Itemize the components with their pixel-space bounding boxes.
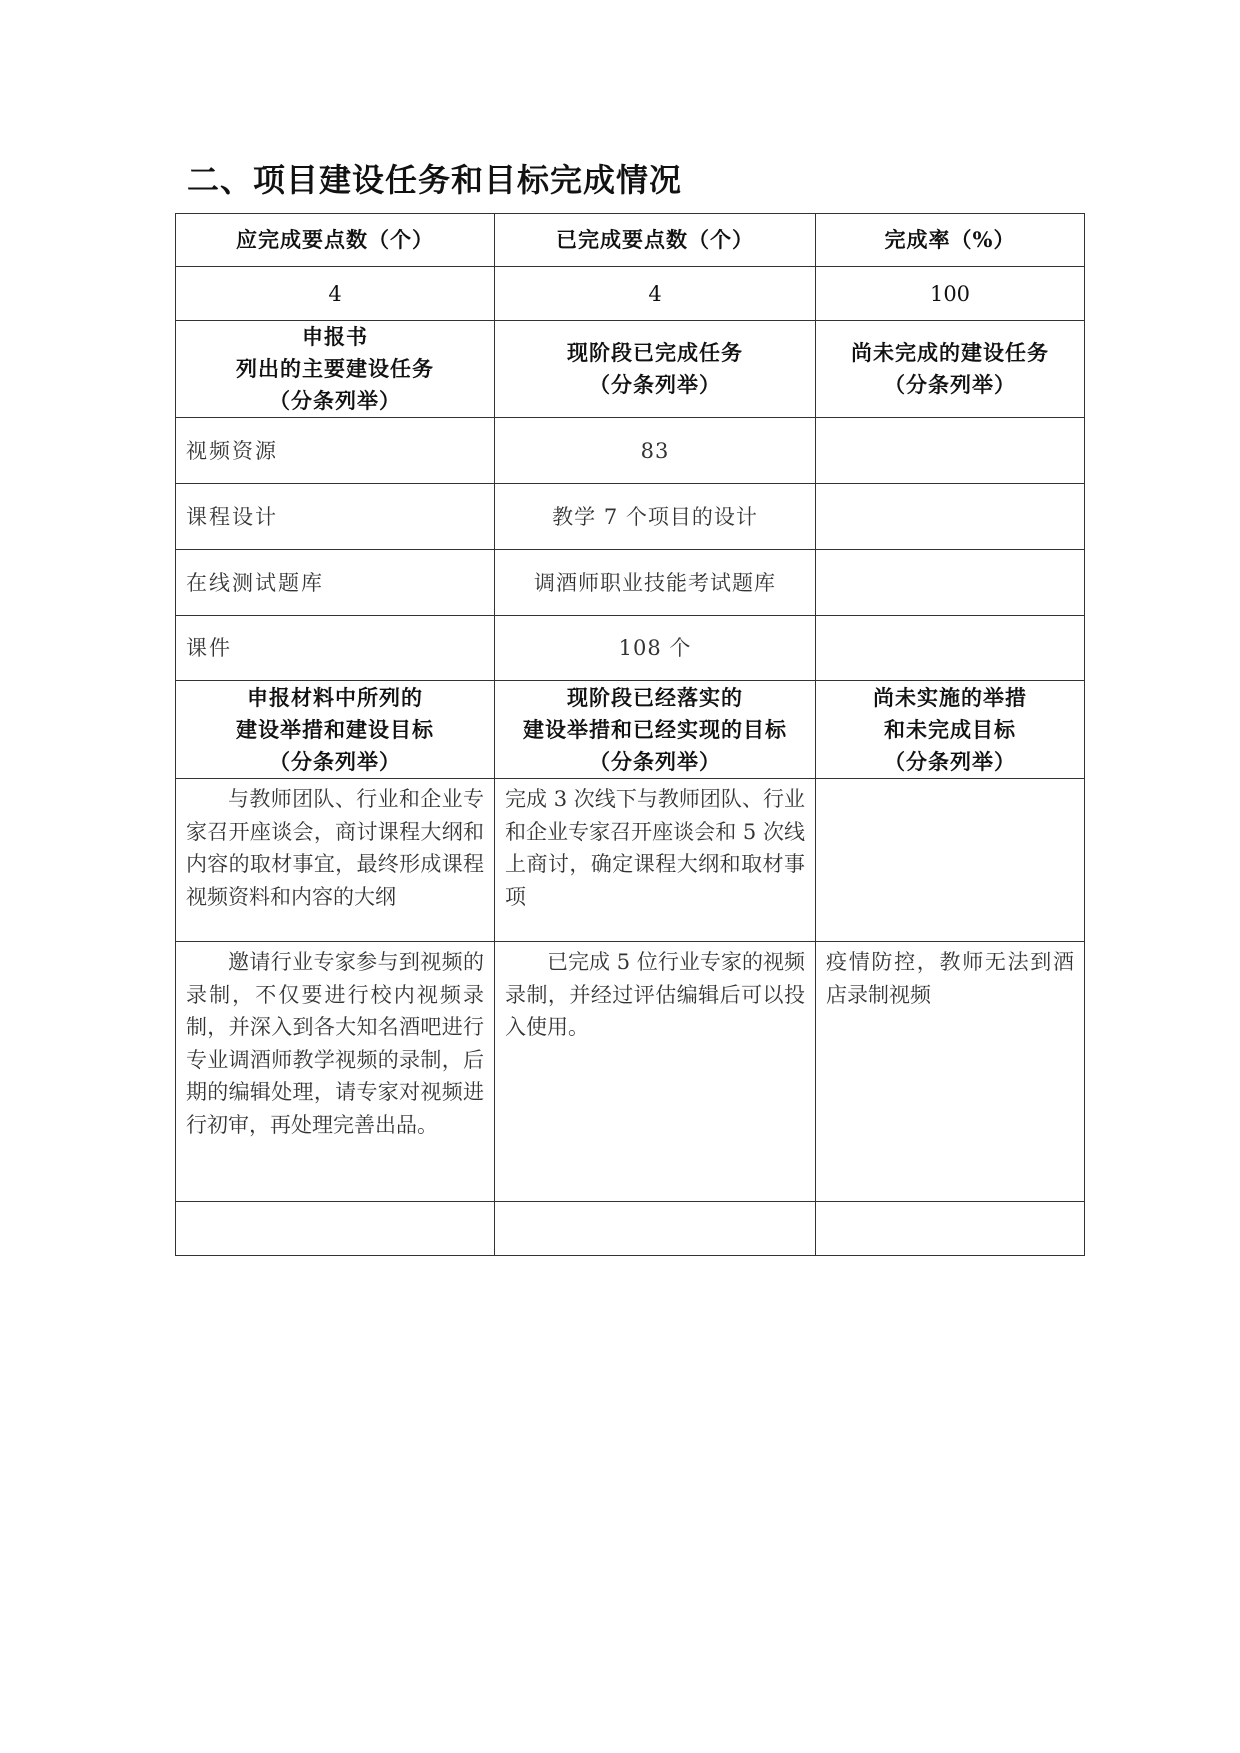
header-planned-tasks — [176, 321, 495, 418]
task-planned: 课程设计 — [176, 484, 495, 550]
measure-row — [176, 779, 1085, 942]
measure-pending — [816, 779, 1085, 942]
header-planned-measures — [176, 681, 495, 779]
task-unfinished — [816, 550, 1085, 616]
header-line: 尚未实施的举措 — [873, 684, 1027, 710]
header-implemented-measures — [495, 681, 816, 779]
measure-planned — [176, 1202, 495, 1256]
measure-implemented: 已完成 5 位行业专家的视频录制，并经过评估编辑后可以投入使用。 — [495, 942, 816, 1202]
header-line: 建设举措和已经实现的目标 — [523, 716, 787, 742]
header-line: 建设举措和建设目标 — [236, 716, 434, 742]
header-line: 和未完成目标 — [884, 716, 1016, 742]
task-completed: 教学 7 个项目的设计 — [495, 484, 816, 550]
header-line: （分条列举） — [269, 748, 401, 774]
measure-implemented — [495, 1202, 816, 1256]
header-line: 现阶段已完成任务 — [567, 340, 743, 365]
measure-pending — [816, 1202, 1085, 1256]
task-row — [176, 616, 1085, 681]
tasks-header-row — [176, 321, 1085, 418]
header-completed-count: 已完成要点数（个） — [495, 214, 816, 267]
header-line: 尚未完成的建设任务 — [851, 340, 1049, 365]
task-planned: 课件 — [176, 616, 495, 681]
task-planned: 在线测试题库 — [176, 550, 495, 616]
header-unfinished-tasks — [816, 321, 1085, 418]
task-row — [176, 418, 1085, 484]
task-completed: 83 — [495, 418, 816, 484]
header-line: （分条列举） — [589, 748, 721, 774]
header-required-count: 应完成要点数（个） — [176, 214, 495, 267]
summary-header-row — [176, 214, 1085, 267]
header-line: 申报材料中所列的 — [247, 684, 423, 710]
task-unfinished — [816, 418, 1085, 484]
measure-implemented: 完成 3 次线下与教师团队、行业和企业专家召开座谈会和 5 次线上商讨，确定课程大纲和取材事项 — [495, 779, 816, 942]
task-planned: 视频资源 — [176, 418, 495, 484]
measure-planned: 邀请行业专家参与到视频的录制，不仅要进行校内视频录制，并深入到各大知名酒吧进行专业调酒师教学视频的录制，后期的编辑处理，请专家对视频进行初审，再处理完善出品。 — [176, 942, 495, 1202]
header-line: （分条列举） — [884, 372, 1016, 397]
header-line: 列出的主要建设任务 — [236, 356, 434, 381]
header-line: （分条列举） — [589, 372, 721, 397]
measures-header-row — [176, 681, 1085, 779]
page-title: 二、项目建设任务和目标完成情况 — [187, 161, 683, 199]
task-row — [176, 550, 1085, 616]
header-line: （分条列举） — [269, 388, 401, 413]
header-pending-measures — [816, 681, 1085, 779]
task-completed: 调酒师职业技能考试题库 — [495, 550, 816, 616]
header-line: 申报书 — [302, 324, 368, 349]
header-line: （分条列举） — [884, 748, 1016, 774]
summary-value-row — [176, 267, 1085, 321]
task-unfinished — [816, 616, 1085, 681]
measure-planned: 与教师团队、行业和企业专家召开座谈会，商讨课程大纲和内容的取材事宜，最终形成课程视频资料和内容的大纲 — [176, 779, 495, 942]
completion-table — [175, 213, 1085, 1256]
header-completion-rate: 完成率（%） — [816, 214, 1085, 267]
task-row — [176, 484, 1085, 550]
required-count-value: 4 — [176, 267, 495, 321]
header-completed-tasks — [495, 321, 816, 418]
header-line: 现阶段已经落实的 — [567, 684, 743, 710]
measure-row — [176, 942, 1085, 1202]
task-completed: 108 个 — [495, 616, 816, 681]
completion-rate-value: 100 — [816, 267, 1085, 321]
measure-row — [176, 1202, 1085, 1256]
measure-pending: 疫情防控，教师无法到酒店录制视频 — [816, 942, 1085, 1202]
task-unfinished — [816, 484, 1085, 550]
completed-count-value: 4 — [495, 267, 816, 321]
